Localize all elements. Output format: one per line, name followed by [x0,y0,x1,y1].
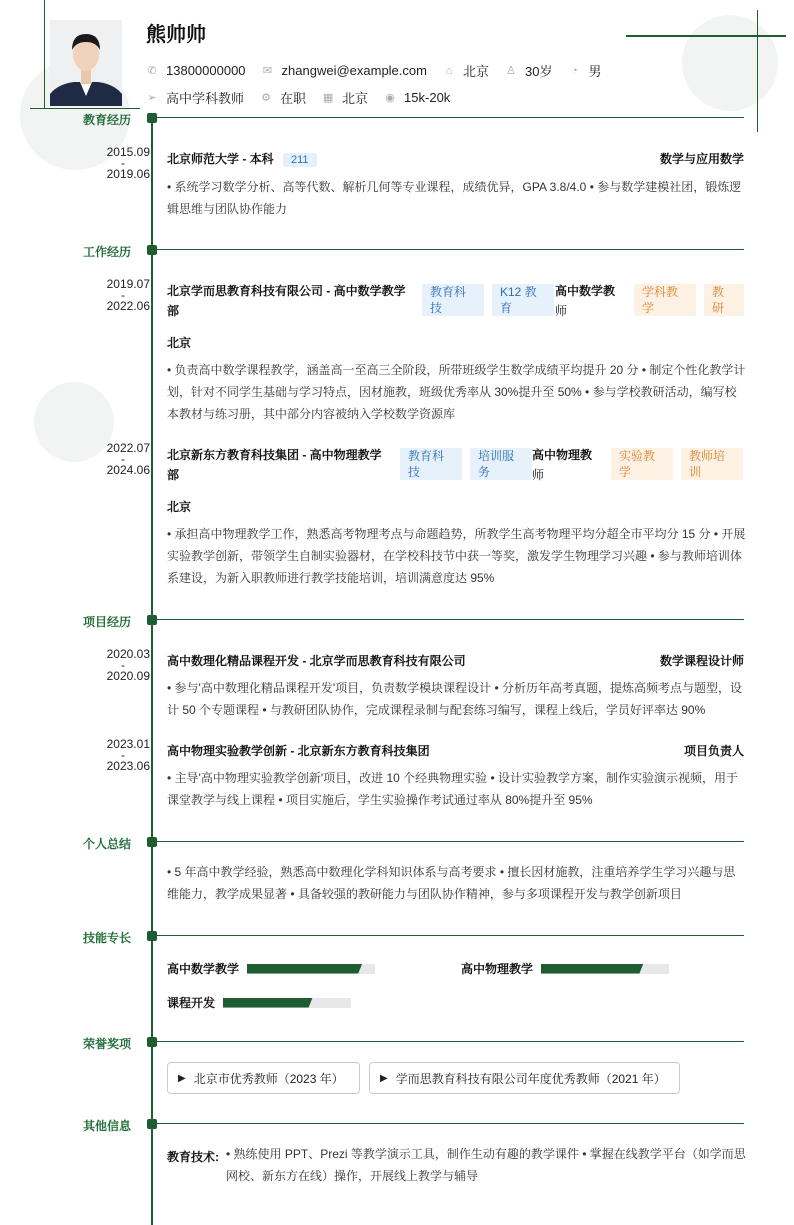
skill-item: 高中物理教学 [461,960,669,977]
gear-icon: ⚙ [261,91,271,104]
section-rule [157,117,744,118]
role-tag: 实验教 学 [611,448,673,480]
education-desc: • 系统学习数学分析、高等代数、解析几何等专业课程，成绩优异，GPA 3.8/4.0 • 参与数学建模社团，锻炼逻辑思维与团队协作能力 [167,180,742,216]
work-desc: • 承担高中物理教学工作，熟悉高考物理考点与命题趋势，所教学生高考物理平均分超全市平均分 15 分 • 开展实验教学创新，带领学生自制实验器材，在学校科技节中获一等奖，激发学生物理学习兴趣 • 参与教师培训体系建设，为新入职教师进行教学技能培训，培训满意度达 95% [167,527,746,585]
role-tag: 教师培 训 [681,448,743,480]
project-title: 高中数理化精品课程开发 - 北京学而思教育科技有限公司 [167,654,466,668]
skill-item: 高中数学教学 [167,960,375,977]
section-rule [157,1041,744,1042]
decor-vline-left [44,0,45,108]
work-role: 高中数学教 师 [555,284,616,318]
phone-icon: ✆ [147,64,157,77]
project-desc: • 主导'高中物理实验教学创新'项目，改进 10 个经典物理实验 • 设计实验教学方案，制作实验演示视频，用于课堂教学与线上课程 • 项目实施后，学生实验操作考试通过率从 80%提升至 95% [167,771,739,807]
section-title-awards: 荣誉奖项 [83,1037,132,1051]
work-city: 北京 [167,336,192,350]
timeline-line [151,115,153,1225]
home-icon: ⌂ [445,64,453,77]
skill-bar [223,998,351,1008]
education-school: 北京师范大学 - 本科 211 [167,150,317,167]
contact-email: ✉ zhangwei@example.com [262,63,427,78]
award-item: ▶ 北京市优秀教师（2023 年） [167,1062,360,1094]
skill-bar [541,964,669,974]
industry-tag: 教育科 技 [422,284,484,316]
salary-icon: ◉ [385,91,395,104]
job-intent-row [146,88,466,107]
section-rule [157,619,744,620]
work-date: 2019.07 - 2022.06 [106,277,150,313]
other-text: • 熟练使用 PPT、Prezi 等教学演示工具，制作生动有趣的教学课件 • 掌握在线教学平台（如学而思网校、新东方在线）操作，开展线上教学与辅导 [226,1147,746,1183]
skill-bar-fill [223,998,313,1008]
summary-text: • 5 年高中教学经验，熟悉高中数理化学科知识体系与高考要求 • 擅长因材施教，注重培养学生学习兴趣与思维能力，教学成果显著 • 具备较强的教研能力与团队协作精神，参与多项课程开发与教学创新项目 [167,865,736,901]
candidate-name: 熊帅帅 [146,24,206,46]
section-rule [157,1123,744,1124]
project-desc: • 参与'高中数理化精品课程开发'项目，负责数学模块课程设计 • 分析历年高考真题，提炼高频考点与题型，设计 50 个专题课程 • 与教研团队协作，完成课程录制与配套练习编写，课程上线后，学员好评率达 90% [167,681,742,717]
section-title-skills: 技能专长 [83,931,132,945]
work-company: 北京新东方教育科技集团 - 高中物理教学 部 [167,448,382,482]
gender-icon: ◔ [571,64,578,77]
industry-tag: 教育科 技 [400,448,462,480]
section-dot [147,245,157,255]
education-major: 数学与应用数学 [659,152,744,166]
other-label: 教育技术: [167,1150,219,1164]
skill-bar-fill [541,964,643,974]
send-icon: ➢ [147,91,157,104]
school-tag: 211 [283,153,317,167]
section-title-other: 其他信息 [83,1119,132,1133]
section-dot [147,615,157,625]
job-position: ➢ 高中学科教师 [147,91,245,106]
triangle-right-icon: ▶ [178,1072,186,1084]
section-dot [147,113,157,123]
role-tag: 教 研 [704,284,744,316]
section-rule [157,249,744,250]
project-date: 2023.01 - 2023.06 [106,737,150,773]
industry-tag: K12 教 育 [492,284,554,316]
section-rule [157,841,744,842]
section-title-projects: 项目经历 [83,615,132,629]
skill-item: 课程开发 [167,994,351,1011]
contact-row [146,61,617,80]
project-date: 2020.03 - 2020.09 [106,647,150,683]
mail-icon: ✉ [262,64,273,77]
section-title-education: 教育经历 [83,113,132,127]
decor-hline-left [30,108,140,109]
education-date: 2015.09 - 2019.06 [106,145,150,181]
work-date: 2022.07 - 2024.06 [106,441,150,477]
job-city: ▦ 北京 [322,91,369,106]
contact-gender: ◔ 男 [568,61,601,80]
project-role: 数学课程设计师 [659,654,744,668]
section-title-summary: 个人总结 [83,837,132,851]
triangle-right-icon: ▶ [380,1072,388,1084]
contact-city: ⌂ 北京 [443,61,489,80]
work-desc: • 负责高中数学课程教学，涵盖高一至高三全阶段，所带班级学生数学成绩平均提升 20 分 • 制定个性化教学计划，针对不同学生基础与学习特点，因材施教，班级优秀率从 30%提升至 50% • 参与学校教研活动，编写校本教材与练习册，其中部分内容被纳入学校数学资源库 [167,363,746,421]
decor-vline-right [757,10,758,132]
role-tag: 学科教 学 [634,284,696,316]
section-dot [147,1119,157,1129]
section-title-work: 工作经历 [83,245,132,259]
contact-phone: ✆ 13800000000 [147,63,246,78]
decor-circle-right [682,15,778,111]
industry-tag: 培训服 务 [470,448,532,480]
section-dot [147,837,157,847]
avatar [50,20,122,106]
work-role: 高中物理教 师 [532,448,593,482]
work-city: 北京 [167,500,192,514]
building-icon: ▦ [322,91,334,104]
contact-age: ♙ 30岁 [506,64,553,79]
work-company: 北京学而思教育科技有限公司 - 高中数学教学 部 [167,284,406,318]
project-title: 高中物理实验教学创新 - 北京新东方教育科技集团 [167,744,430,758]
section-dot [147,931,157,941]
decor-hline-right [626,35,786,37]
skill-bar-fill [247,964,362,974]
project-role: 项目负责人 [683,744,744,758]
age-icon: ♙ [506,64,516,77]
award-item: ▶ 学而思教育科技有限公司年度优秀教师（2021 年） [369,1062,680,1094]
skill-bar [247,964,375,974]
job-salary: ◉ 15k-20k [385,90,451,105]
job-status: ⚙ 在职 [261,91,307,106]
section-dot [147,1037,157,1047]
section-rule [157,935,744,936]
